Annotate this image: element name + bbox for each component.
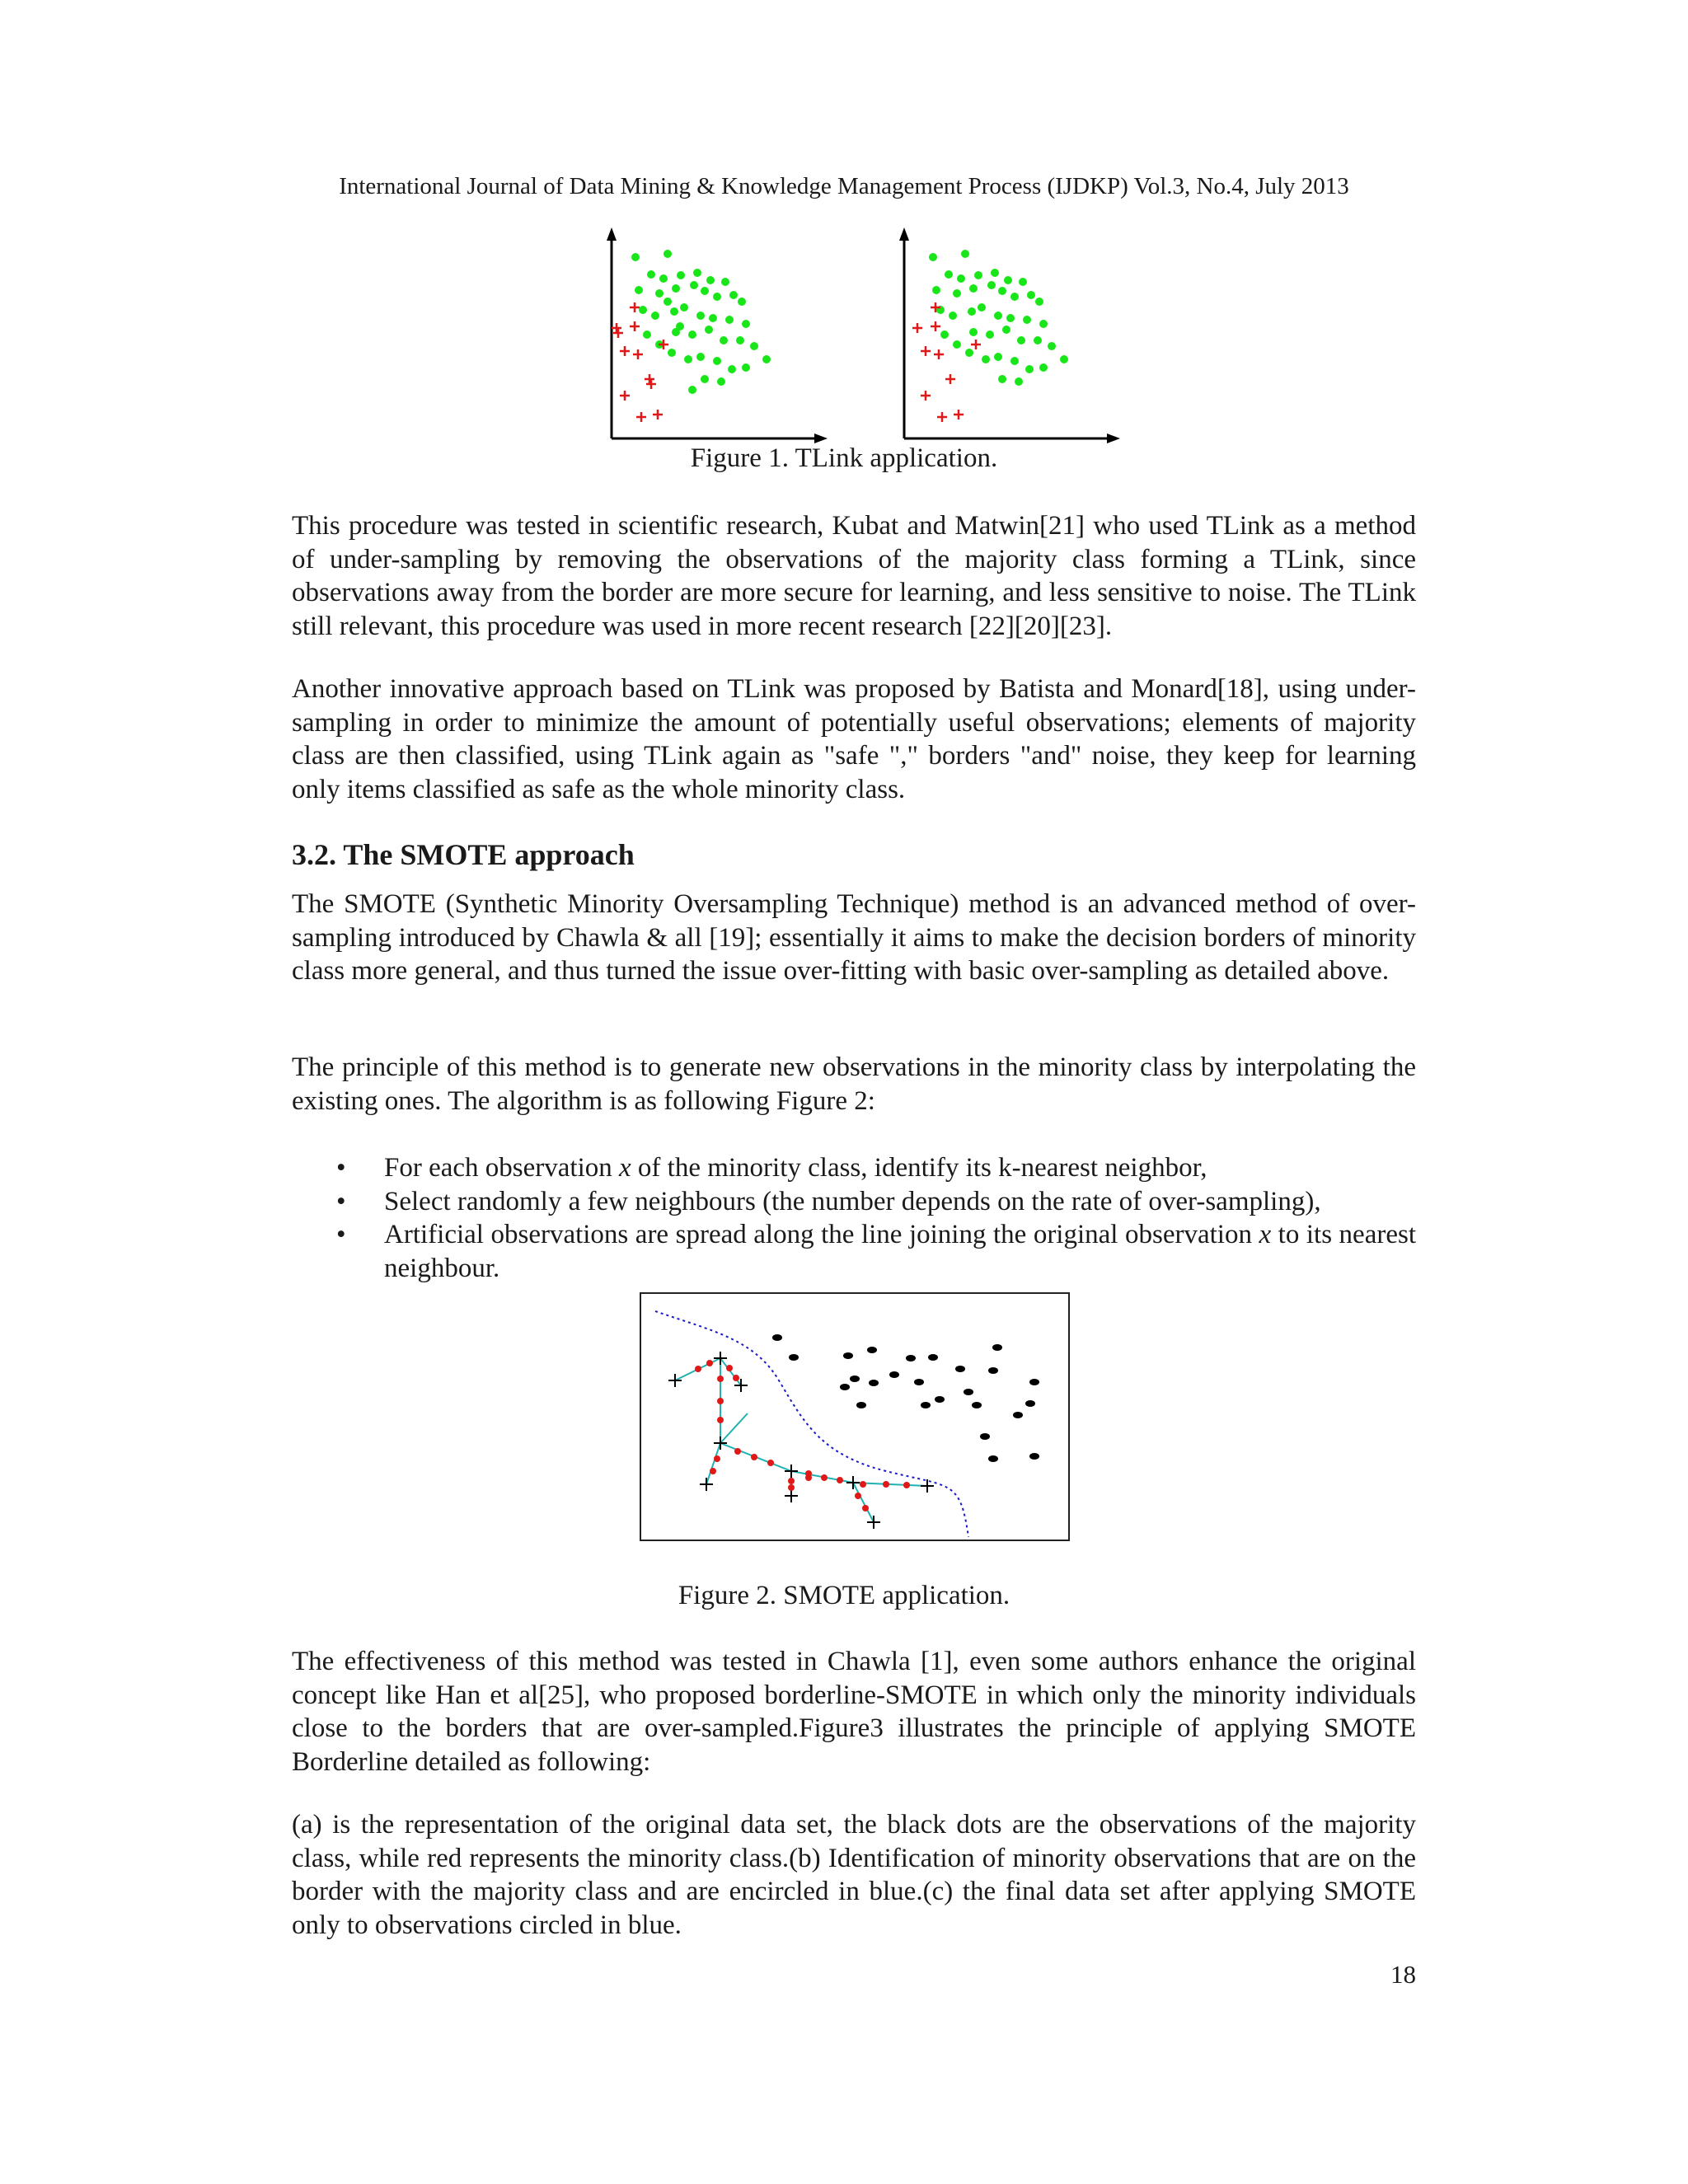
minority-plus-icon <box>954 410 964 419</box>
minority-plus-icon <box>620 391 630 401</box>
majority-point <box>725 316 734 324</box>
majority-point <box>940 330 949 339</box>
synthetic-point <box>805 1474 812 1481</box>
majority-point <box>647 270 655 279</box>
bullet-item: • For each observation x of the minority class, identify its k-nearest neighbor, <box>292 1151 1416 1185</box>
majority-point <box>742 363 750 372</box>
synthetic-point <box>883 1481 889 1488</box>
synthetic-point <box>714 1455 720 1462</box>
majority-point <box>1029 1379 1039 1385</box>
synthetic-point <box>733 1375 739 1381</box>
synthetic-point <box>706 1360 713 1366</box>
majority-point <box>1029 1453 1039 1460</box>
majority-point <box>1010 357 1019 365</box>
bullet-icon: • <box>336 1153 346 1183</box>
majority-point <box>914 1379 924 1385</box>
majority-point <box>1019 278 1027 286</box>
majority-point <box>690 281 698 289</box>
minority-plus-icon <box>714 1352 727 1365</box>
synthetic-point <box>788 1478 795 1484</box>
majority-point <box>974 271 982 279</box>
majority-point <box>677 271 685 279</box>
majority-point <box>932 286 940 294</box>
synthetic-point <box>837 1477 843 1483</box>
majority-point <box>1027 291 1035 299</box>
minority-plus-icon <box>613 328 623 338</box>
minority-plus-icon <box>633 349 643 359</box>
majority-point <box>1039 320 1048 328</box>
majority-point <box>980 1433 990 1440</box>
majority-point <box>729 291 738 299</box>
minority-plus-icon <box>645 374 654 384</box>
majority-point <box>1034 336 1042 344</box>
majority-point <box>998 287 1006 295</box>
neighbor-link <box>853 1483 874 1522</box>
decision-border <box>655 1311 968 1537</box>
majority-point <box>1035 298 1043 306</box>
majority-point <box>1002 326 1010 334</box>
figure-2-caption: Figure 2. SMOTE application. <box>678 1581 1010 1610</box>
paragraph-text: The SMOTE (Synthetic Minority Oversampling Technique) method is an advanced method of over-sampling introduced by Chawla & all [19]; essentially it aims to make the decision borders of minority class more general, and thus turned the issue over-fitting with basic over-sampling as detailed above. <box>292 889 1416 986</box>
majority-point <box>964 1389 973 1395</box>
paragraph-batista-monard <box>292 673 1416 806</box>
synthetic-point <box>855 1493 861 1499</box>
paragraph-text: The effectiveness of this method was tested in Chawla [1], even some authors enhance the original concept like Han et al[25], who proposed borderline-SMOTE in which only the minority individuals close to the borders that are over-sampled.Figure3 illustrates the principle of applying SMOTE Borderline detailed as following: <box>292 1647 1416 1777</box>
minority-plus-icon <box>700 1478 713 1491</box>
paragraph-tlink-kubat <box>292 509 1416 643</box>
majority-point <box>961 250 969 258</box>
majority-point <box>953 289 961 298</box>
neighbor-link <box>720 1413 748 1443</box>
majority-point <box>968 307 976 316</box>
majority-point <box>639 306 647 314</box>
majority-point <box>728 365 736 373</box>
section-heading: 3.2. The SMOTE approach <box>292 838 635 871</box>
figure-1-tlink-plots <box>577 223 1121 445</box>
majority-point <box>750 342 758 350</box>
majority-point <box>1017 336 1025 344</box>
majority-point <box>742 320 750 328</box>
synthetic-point <box>717 1417 724 1423</box>
neighbor-link <box>706 1443 720 1484</box>
majority-point <box>992 1344 1002 1351</box>
majority-point <box>696 353 705 361</box>
majority-point <box>1006 314 1015 322</box>
minority-plus-icon <box>921 1479 934 1493</box>
majority-point <box>720 336 728 344</box>
synthetic-point <box>710 1468 716 1474</box>
y-axis-arrow-icon <box>607 227 617 241</box>
majority-point <box>701 375 709 383</box>
majority-point <box>672 284 680 293</box>
synthetic-point <box>903 1482 910 1488</box>
majority-point <box>676 322 684 330</box>
majority-point <box>631 253 640 261</box>
synthetic-point <box>734 1448 741 1455</box>
majority-point <box>843 1352 853 1359</box>
bullet-icon: • <box>336 1220 346 1249</box>
majority-point <box>651 312 659 320</box>
synthetic-point <box>695 1366 701 1372</box>
synthetic-point <box>717 1398 724 1404</box>
majority-point <box>978 303 986 312</box>
minority-plus-icon <box>785 1489 798 1502</box>
majority-point <box>717 377 725 386</box>
page-number: 18 <box>1390 1960 1416 1989</box>
paragraph-text: Another innovative approach based on TLink was proposed by Batista and Monard[18], using under-sampling in order to minimize the amount of potentially useful observations; elements of majority class are then classified, using TLink again as "safe "," borders "and" noise, they keep for learning only items classified as safe as the whole minority class. <box>292 674 1416 804</box>
paragraph-text: The principle of this method is to generate new observations in the minority class by interpolating the existing ones. The algorithm is as following Figure 2: <box>292 1052 1416 1116</box>
minority-plus-icon <box>646 379 656 389</box>
majority-point <box>969 328 978 336</box>
majority-point <box>663 298 672 306</box>
majority-point <box>1013 1412 1023 1418</box>
figure-2-frame <box>640 1293 1069 1540</box>
minority-plus-icon <box>945 374 955 384</box>
running-header: International Journal of Data Mining & Knowledge Management Process (IJDKP) Vol.3, No.4, July 2013 <box>339 173 1349 199</box>
majority-point <box>721 278 729 286</box>
majority-point <box>789 1354 799 1361</box>
majority-point <box>1010 293 1019 301</box>
majority-point <box>988 1367 998 1374</box>
majority-point <box>856 1402 866 1408</box>
majority-point <box>987 281 996 289</box>
majority-point <box>840 1384 850 1390</box>
synthetic-point <box>767 1460 774 1466</box>
majority-point <box>928 1354 938 1361</box>
minority-plus-icon <box>867 1516 880 1529</box>
majority-point <box>921 1402 931 1408</box>
majority-point <box>986 330 994 339</box>
paragraph-smote-principle <box>292 1051 1416 1118</box>
majority-point <box>889 1371 899 1378</box>
majority-point <box>709 314 717 322</box>
synthetic-point <box>751 1454 757 1460</box>
majority-point <box>1023 316 1031 324</box>
majority-point <box>994 353 1002 361</box>
minority-plus-icon <box>785 1465 798 1478</box>
x-axis-arrow-icon <box>1107 434 1120 443</box>
majority-point <box>1025 1400 1035 1407</box>
majority-point <box>953 340 961 349</box>
majority-point <box>680 303 688 312</box>
majority-point <box>988 1455 998 1462</box>
minority-plus-icon <box>921 391 931 401</box>
paragraph-smote-intro <box>292 888 1416 988</box>
majority-point <box>982 355 990 363</box>
majority-point <box>713 357 721 365</box>
majority-point <box>906 1355 916 1361</box>
majority-point <box>659 274 668 283</box>
bullet-item: • Select randomly a few neighbours (the number depends on the rate of over-sampling), <box>292 1185 1416 1219</box>
paragraph-borderline-smote <box>292 1645 1416 1779</box>
minority-plus-icon <box>630 302 640 312</box>
minority-plus-icon <box>931 321 940 331</box>
majority-point <box>957 274 965 283</box>
minority-plus-icon <box>668 1374 682 1387</box>
majority-point <box>969 284 978 293</box>
minority-plus-icon <box>846 1476 860 1489</box>
majority-point <box>684 355 692 363</box>
paragraph-text: This procedure was tested in scientific research, Kubat and Matwin[21] who used TLink as a method of under-sampling by removing the observations of the majority class forming a TLink, since observations away from the border are more secure for learning, and less sensitive to noise. The TLink still relevant, this procedure was used in more recent research [22][20][23]. <box>292 511 1416 641</box>
majority-point <box>1004 276 1012 284</box>
majority-point <box>635 286 643 294</box>
bullet-item: • Artificial observations are spread along the line joining the original observation x to its nearest neighbour. <box>336 1220 1417 1283</box>
majority-point <box>738 298 746 306</box>
majority-point <box>643 330 651 339</box>
majority-point <box>1039 363 1048 372</box>
minority-plus-icon <box>620 346 630 356</box>
majority-point <box>867 1347 877 1353</box>
majority-point <box>772 1334 782 1341</box>
majority-point <box>1048 342 1056 350</box>
paragraph-figure3-description <box>292 1808 1416 1942</box>
bullet-icon: • <box>336 1186 346 1216</box>
majority-point <box>850 1376 860 1382</box>
minority-plus-icon <box>971 340 981 349</box>
minority-plus-icon <box>612 323 621 333</box>
figure-2-smote-plot <box>639 1290 1071 1545</box>
majority-point <box>949 312 957 320</box>
majority-point <box>998 375 1006 383</box>
minority-plus-icon <box>653 410 663 419</box>
majority-point <box>696 312 705 320</box>
majority-point <box>965 349 973 357</box>
majority-point <box>1060 355 1068 363</box>
majority-point <box>736 336 744 344</box>
minority-plus-icon <box>912 323 922 333</box>
neighbor-link <box>720 1358 741 1385</box>
synthetic-point <box>726 1365 733 1371</box>
synthetic-point <box>862 1505 869 1511</box>
minority-plus-icon <box>630 321 640 331</box>
majority-point <box>1015 377 1023 386</box>
majority-point <box>713 293 721 301</box>
majority-point <box>994 312 1002 320</box>
majority-point <box>706 276 715 284</box>
majority-point <box>945 270 953 279</box>
majority-point <box>655 289 663 298</box>
majority-point <box>670 307 678 316</box>
synthetic-point <box>860 1481 866 1488</box>
minority-plus-icon <box>921 346 931 356</box>
majority-point <box>668 349 676 357</box>
x-axis-arrow-icon <box>814 434 828 443</box>
majority-point <box>955 1366 965 1372</box>
minority-plus-icon <box>937 412 947 422</box>
synthetic-point <box>821 1474 828 1481</box>
paragraph-text: (a) is the representation of the original data set, the black dots are the observations of the majority class, while red represents the minority class.(b) Identification of minority observations that are on the border with the majority class and are encircled in blue.(c) the final data set after applying SMOTE only to observations circled in blue. <box>292 1810 1416 1940</box>
y-axis-arrow-icon <box>899 227 909 241</box>
majority-point <box>688 330 696 339</box>
synthetic-point <box>717 1376 724 1382</box>
majority-point <box>688 386 696 394</box>
minority-plus-icon <box>636 412 646 422</box>
majority-point <box>693 269 701 277</box>
majority-point <box>762 355 771 363</box>
majority-point <box>935 1396 945 1403</box>
majority-point <box>701 287 709 295</box>
majority-point <box>663 250 672 258</box>
synthetic-point <box>788 1484 795 1491</box>
majority-point <box>929 253 937 261</box>
majority-point <box>991 269 999 277</box>
algorithm-bullet-list <box>292 1151 1416 1285</box>
majority-point <box>972 1402 982 1408</box>
minority-plus-icon <box>934 349 944 359</box>
majority-point <box>869 1380 879 1386</box>
majority-point <box>1025 365 1034 373</box>
majority-point <box>705 326 713 334</box>
figure-1-caption: Figure 1. TLink application. <box>690 443 998 473</box>
